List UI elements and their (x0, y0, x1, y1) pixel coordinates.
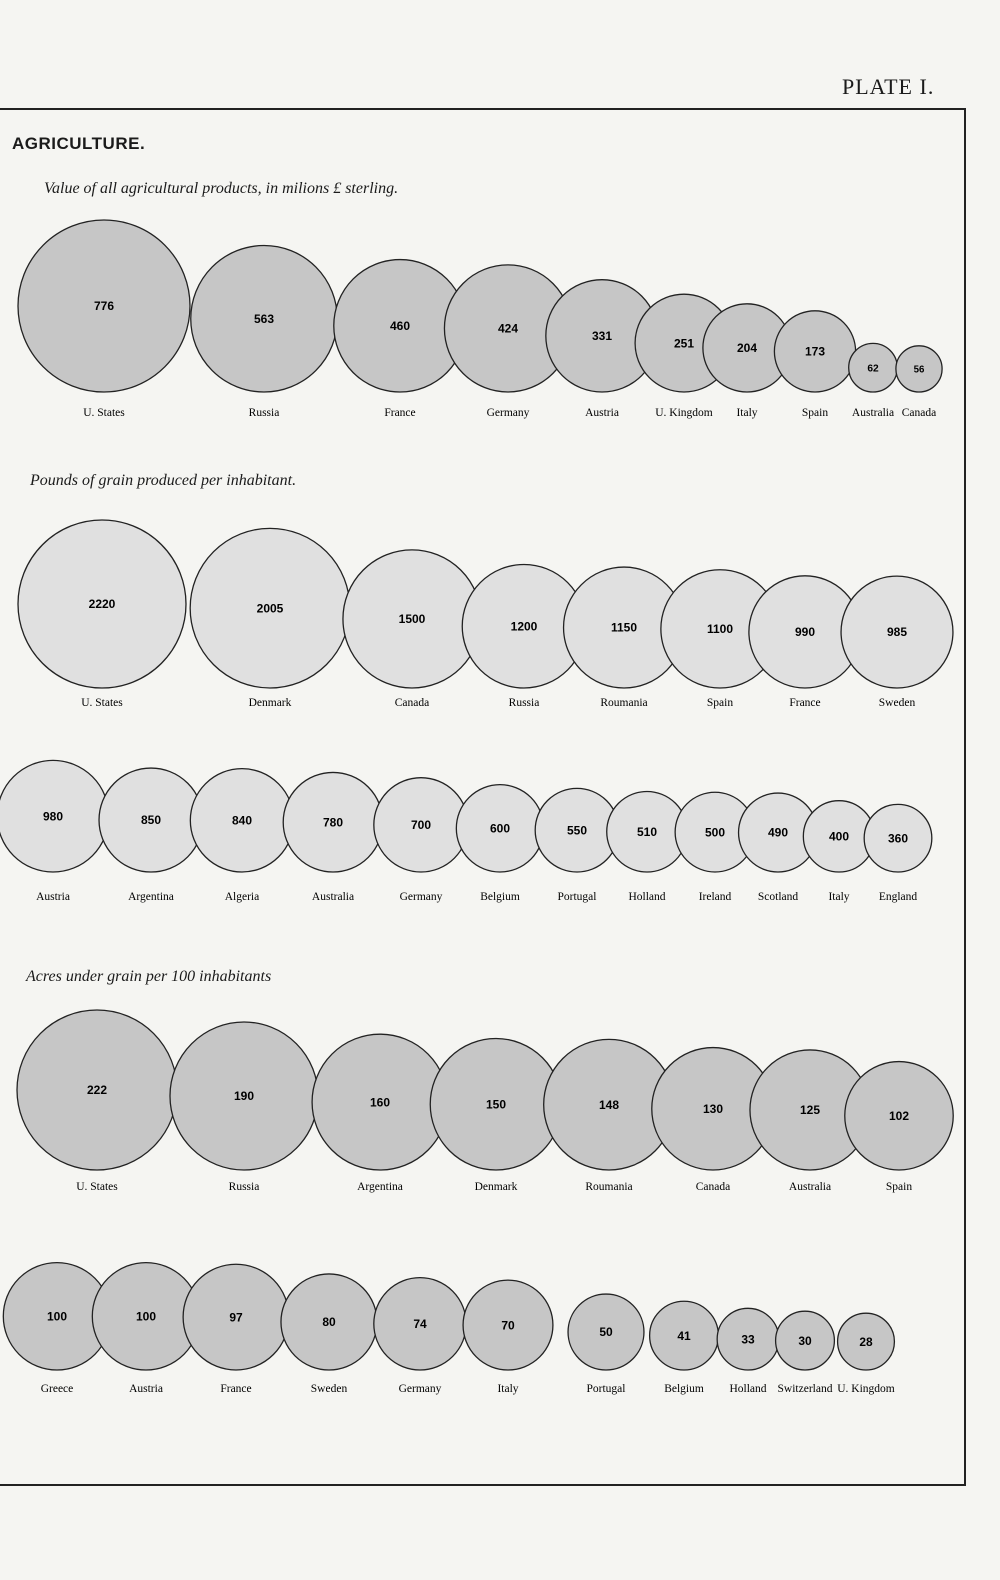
value-label: 985 (886, 625, 908, 640)
category-label: Spain (706, 697, 734, 709)
category-label: Australia (788, 1181, 832, 1193)
value-label: 80 (322, 1315, 336, 1330)
category-label: Denmark (248, 697, 292, 709)
value-label: 510 (636, 824, 658, 839)
category-label: Germany (486, 407, 530, 419)
category-label: Algeria (224, 891, 260, 903)
value-label: 102 (888, 1108, 910, 1123)
value-label: 150 (485, 1097, 507, 1112)
value-label: 30 (798, 1333, 812, 1348)
category-label: Denmark (474, 1181, 518, 1193)
category-label: Australia (311, 891, 355, 903)
category-label: Argentina (128, 891, 174, 903)
category-label: Sweden (310, 1383, 348, 1395)
category-label: Germany (398, 1383, 442, 1395)
value-label: 2220 (88, 597, 116, 612)
value-label: 500 (704, 825, 726, 840)
category-label: France (220, 1383, 252, 1395)
value-label: 97 (229, 1310, 243, 1325)
category-label: Germany (399, 891, 443, 903)
category-label: Roumania (585, 1181, 633, 1193)
category-label: Ireland (698, 891, 732, 903)
value-label: 130 (702, 1101, 724, 1116)
category-label: Switzerland (777, 1383, 833, 1395)
value-label: 1500 (398, 612, 426, 627)
category-label: Italy (497, 1383, 519, 1395)
category-label: Portugal (586, 1383, 626, 1395)
category-label: England (878, 891, 918, 903)
plate-label: PLATE I. (842, 74, 935, 99)
category-label: Belgium (664, 1383, 704, 1395)
value-label: 125 (799, 1103, 821, 1118)
value-label: 148 (598, 1097, 620, 1112)
value-label: 990 (794, 625, 816, 640)
value-label: 360 (887, 831, 909, 846)
value-label: 33 (741, 1332, 755, 1347)
value-label: 850 (140, 813, 162, 828)
category-label: Russia (228, 1181, 260, 1193)
category-label: Portugal (557, 891, 597, 903)
value-label: 460 (389, 318, 411, 333)
category-label: Belgium (480, 891, 520, 903)
value-label: 550 (566, 823, 588, 838)
category-label: Argentina (357, 1181, 403, 1193)
category-label: U. States (76, 1181, 118, 1193)
category-label: Canada (394, 697, 430, 709)
value-label: 563 (253, 311, 275, 326)
value-label: 2005 (256, 601, 284, 616)
category-label: Russia (248, 407, 280, 419)
category-label: France (789, 697, 821, 709)
chart-title-grain-pounds: Pounds of grain produced per inhabitant. (30, 472, 297, 489)
category-label: Holland (628, 891, 666, 903)
value-label: 840 (231, 813, 253, 828)
category-label: Austria (36, 891, 70, 903)
value-label: 490 (767, 825, 789, 840)
value-label: 41 (677, 1328, 691, 1343)
category-label: Holland (729, 1383, 767, 1395)
value-label: 222 (86, 1083, 108, 1098)
value-label: 1150 (610, 620, 638, 635)
category-label: Australia (851, 407, 895, 419)
value-label: 331 (591, 329, 613, 344)
category-label: Spain (801, 407, 829, 419)
category-label: U. Kingdom (655, 407, 713, 419)
value-label: 700 (410, 818, 432, 833)
category-label: U. States (81, 697, 123, 709)
chart-title-value: Value of all agricultural products, in milions £ sterling. (44, 180, 399, 197)
value-label: 173 (804, 344, 826, 359)
value-label: 204 (736, 341, 758, 356)
value-label: 74 (413, 1317, 427, 1332)
category-label: France (384, 407, 416, 419)
value-label: 980 (42, 809, 64, 824)
value-label: 190 (233, 1089, 255, 1104)
value-label: 600 (489, 821, 511, 836)
value-label: 1100 (706, 622, 734, 637)
category-label: U. Kingdom (837, 1383, 895, 1395)
value-label: 251 (673, 336, 695, 351)
value-label: 70 (501, 1318, 515, 1333)
category-label: Italy (828, 891, 850, 903)
value-label: 776 (93, 299, 115, 314)
value-label: 780 (322, 815, 344, 830)
category-label: Austria (129, 1383, 163, 1395)
category-label: Italy (736, 407, 758, 419)
value-label: 50 (599, 1325, 613, 1340)
category-label: U. States (83, 407, 125, 419)
category-label: Roumania (600, 697, 648, 709)
category-label: Austria (585, 407, 619, 419)
value-label: 1200 (510, 619, 538, 634)
value-label: 160 (369, 1095, 391, 1110)
chart-title-grain-acres: Acres under grain per 100 inhabitants (26, 968, 272, 985)
value-label: 400 (828, 829, 850, 844)
category-label: Scotland (757, 891, 799, 903)
section-heading: AGRICULTURE. (12, 134, 146, 153)
category-label: Canada (695, 1181, 731, 1193)
value-label: 100 (135, 1309, 157, 1324)
value-label: 424 (497, 321, 519, 336)
value-label: 56 (913, 364, 925, 376)
category-label: Greece (40, 1383, 74, 1395)
category-label: Spain (885, 1181, 913, 1193)
category-label: Russia (508, 697, 540, 709)
value-label: 62 (867, 363, 879, 375)
value-label: 100 (46, 1309, 68, 1324)
category-label: Sweden (878, 697, 916, 709)
category-label: Canada (901, 407, 937, 419)
value-label: 28 (859, 1334, 873, 1349)
